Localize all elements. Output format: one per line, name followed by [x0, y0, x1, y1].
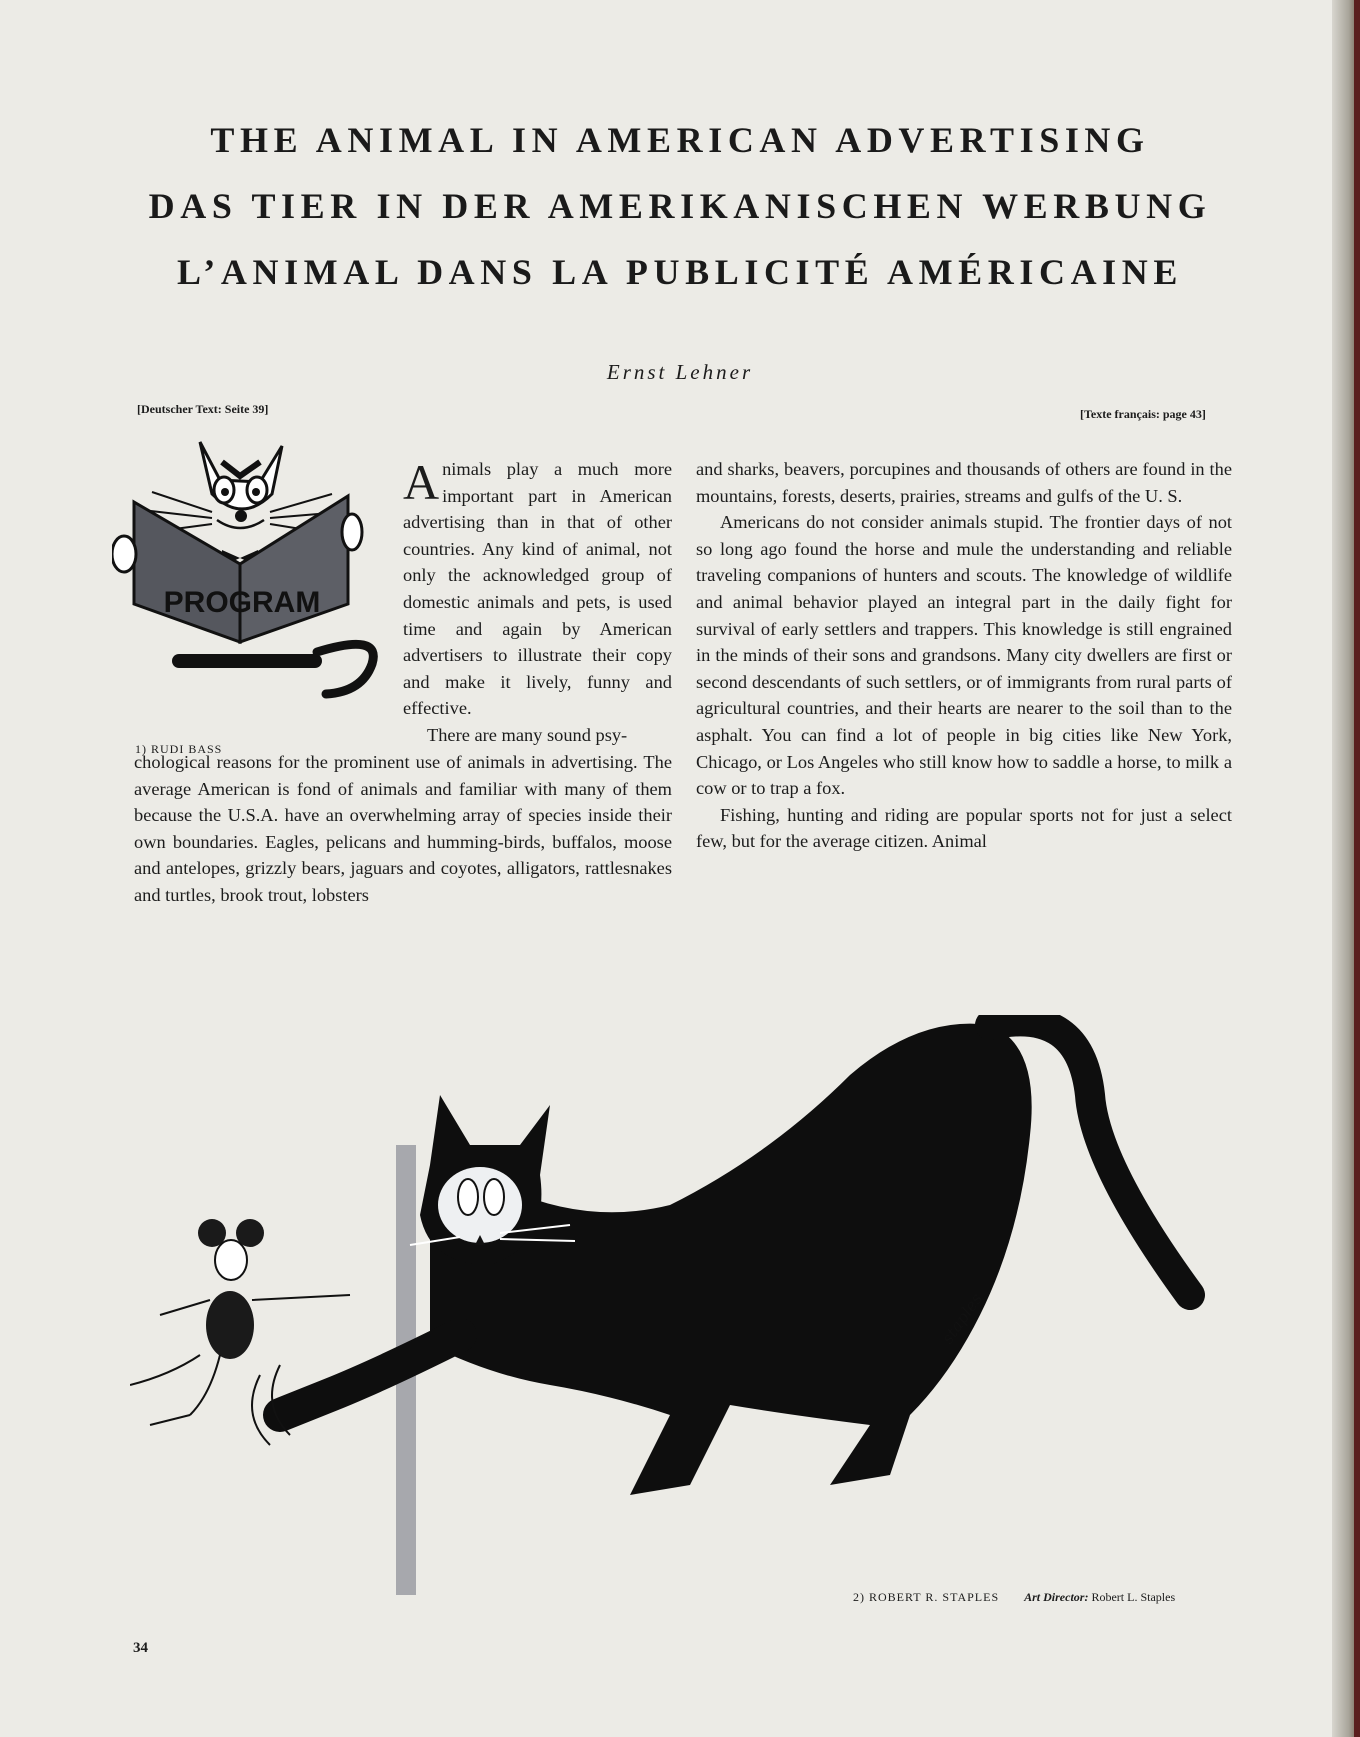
title-english: THE ANIMAL IN AMERICAN ADVERTISING	[210, 120, 1150, 160]
program-sign-text: PROGRAM	[163, 586, 321, 619]
paragraph-3: and sharks, beavers, porcupines and thousands of others are found in the mountains, forests, deserts, prairies, streams and gulfs of the U. S.	[696, 459, 1232, 506]
german-text-reference: [Deutscher Text: Seite 39]	[137, 402, 269, 416]
title-german: DAS TIER IN DER AMERIKANISCHEN WERBUNG	[148, 186, 1212, 226]
body-column-right	[696, 456, 1232, 855]
cat-and-mouse-illustration	[130, 1015, 1210, 1595]
body-column-left-top	[403, 456, 672, 749]
paragraph-5: Fishing, hunting and riding are popular sports not for just a select few, but for the average citizen. Animal	[696, 804, 1232, 852]
artist-signature: staples	[937, 1289, 987, 1348]
page-number: 34	[133, 1640, 148, 1656]
paragraph-4: Americans do not consider animals stupid. The frontier days of not so long ago found the horse and mule the understanding and reliable traveling companions of hunters and scouts. The knowledge of wildlife and animal behavior played an integral part in the daily fight for survival of early settlers and trappers. This knowledge is still engrained in the minds of their sons and grandsons. Many city dwellers are first or second descendants of such settlers, or of immigrants from rural parts of agricultural countries, and their hearts are nearer to the soil than to the asphalt. You can find a lot of people in big cities like New York, Chicago, or Los Angeles who still know how to saddle a horse, to milk a cow or to trap a fox.	[696, 512, 1232, 799]
art-director-label: Art Director:	[1024, 1590, 1089, 1604]
french-text-reference: [Texte français: page 43]	[1080, 407, 1206, 421]
drop-cap: A	[403, 454, 440, 510]
paragraph-1: nimals play a much more important part in American advertising than in that of other countries. Any kind of animal, not only the acknowledged group of domestic animals and pets, is used time and again by American advertisers to illustrate their copy and make it lively, funny and effective.	[403, 459, 672, 719]
cat-reading-program-illustration	[112, 432, 402, 732]
author-byline: Ernst Lehner	[606, 360, 754, 384]
paragraph-2-continued: chological reasons for the prominent use of animals in advertising. The average American is fond of animals and familiar with many of them because the U.S.A. have an overwhelming array of species inside their own boundaries. Eagles, pelicans and humming-birds, buffalos, moose and antelopes, grizzly bears, jaguars and coyotes, alligators, rattlesnakes and turtles, brook trout, lobsters	[134, 752, 672, 905]
figure2-artist: 2) ROBERT R. STAPLES	[853, 1590, 1000, 1604]
title-french: L’ANIMAL DANS LA PUBLICITÉ AMÉRICAINE	[176, 252, 1184, 292]
art-director-name: Robert L. Staples	[1091, 1590, 1176, 1604]
figure1-caption: 1) RUDI BASS	[135, 742, 223, 756]
paragraph-2-start: There are many sound psy-	[427, 724, 628, 745]
body-column-left-bottom	[134, 749, 672, 909]
figure2-caption	[853, 1590, 1175, 1605]
title-block	[0, 122, 1360, 320]
